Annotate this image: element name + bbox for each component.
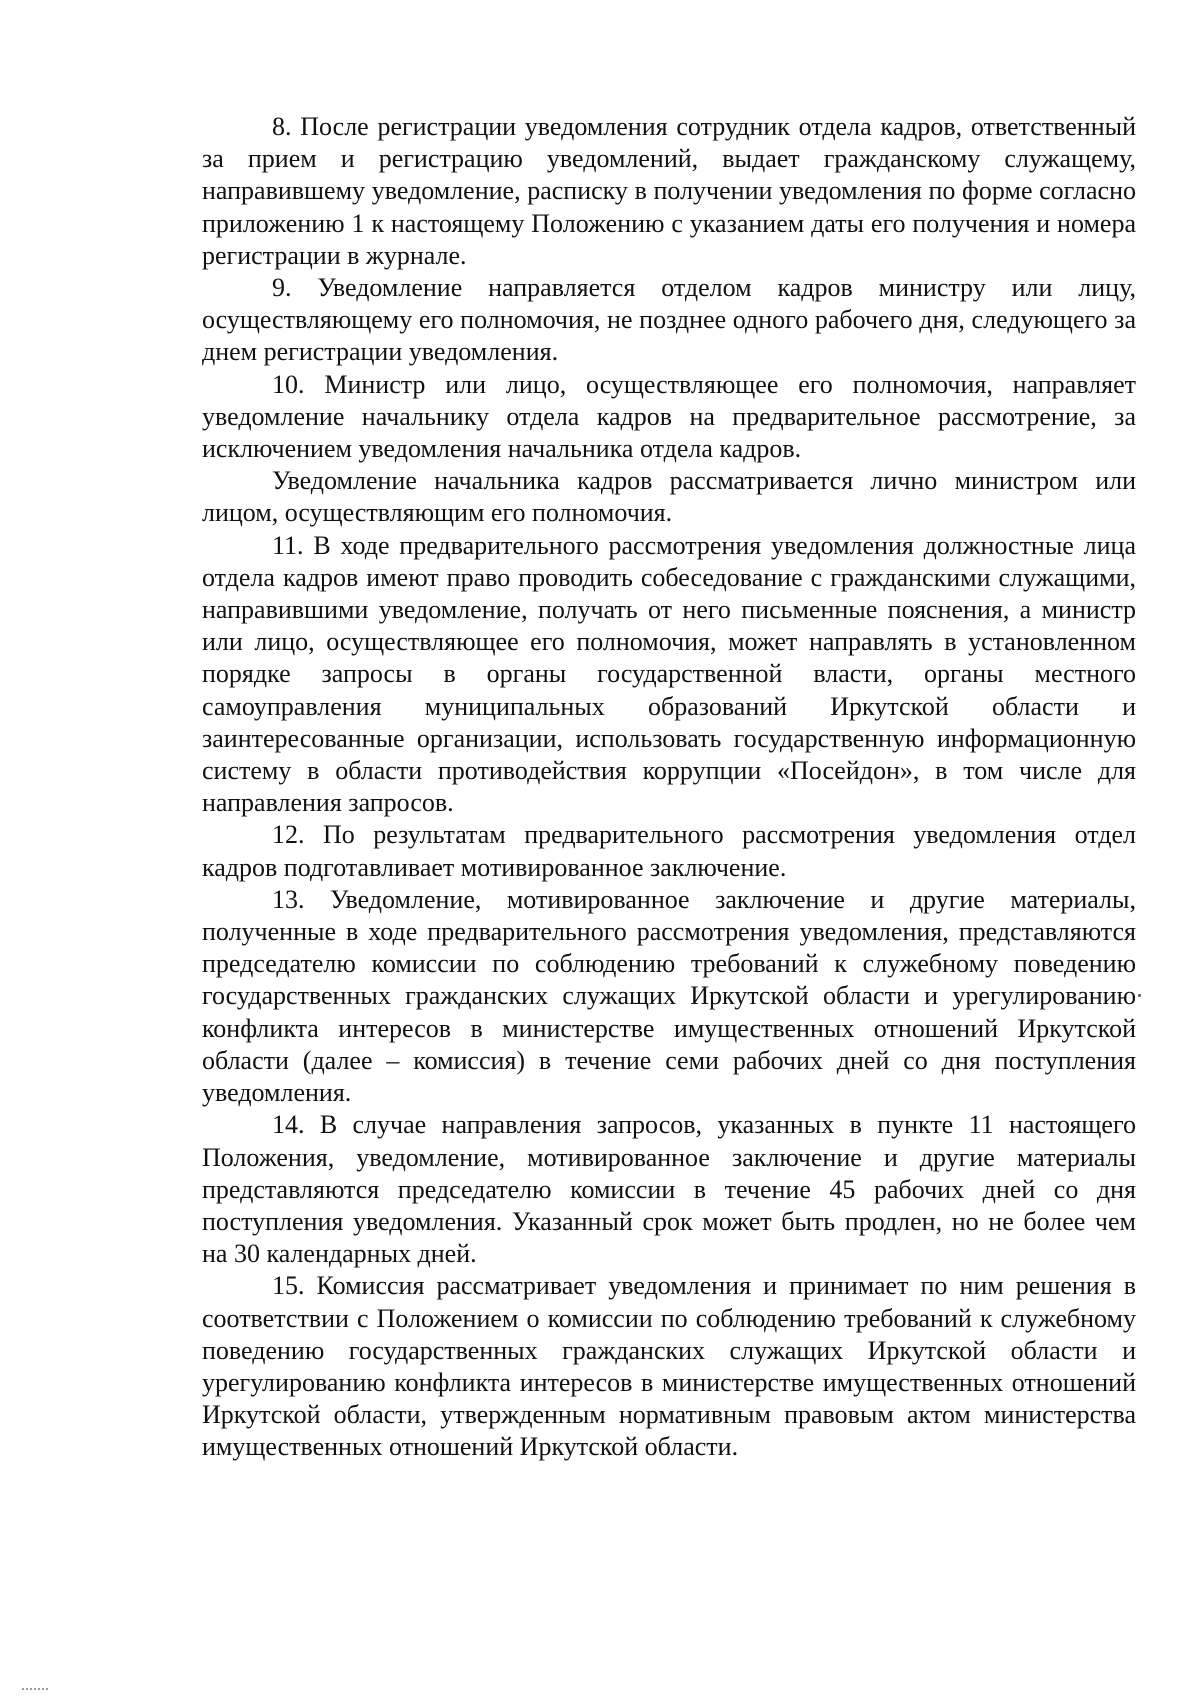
scan-speck xyxy=(1138,994,1141,997)
paragraph-item-15: 15. Комиссия рассматривает уведомления и принимает по ним решения в соответствии с Положением о комиссии по соблюдению требований к служебному поведению государственных гражданских служащих Иркутской области и урегулированию конфликта интересов в министерстве имущественных отношений Иркутской области, утвержденным нормативным правовым актом министерства имущественных отношений Иркутской области. xyxy=(202,1271,1136,1462)
paragraph-item-14: 14. В случае направления запросов, указанных в пункте 11 настоящего Положения, уведомление, мотивированное заключение и другие материалы представляются председателю комиссии в течение 45 рабочих дней со дня поступления уведомления. Указанный срок может быть продлен, но не более чем на 30 календарных дней. xyxy=(202,1110,1136,1269)
paragraph-item-13: 13. Уведомление, мотивированное заключение и другие материалы, полученные в ходе предварительного рассмотрения уведомления, представляются председателю комиссии по соблюдению требований к служебному поведению государственных гражданских служащих Иркутской области и урегулированию конфликта интересов в министерстве имущественных отношений Иркутской области (далее – комиссия) в течение семи рабочих дней со дня поступления уведомления. xyxy=(202,884,1136,1108)
paragraph-item-10: 10. Министр или лицо, осуществляющее его полномочия, направляет уведомление начальнику отдела кадров на предварительное рассмотрение, за исключением уведомления начальника отдела кадров. xyxy=(202,369,1136,464)
paragraph-item-9: 9. Уведомление направляется отделом кадров министру или лицу, осуществляющему его полномочия, не позднее одного рабочего дня, следующего за днем регистрации уведомления. xyxy=(202,273,1136,367)
paragraph-item-12: 12. По результатам предварительного рассмотрения уведомления отдел кадров подготавливает мотивированное заключение. xyxy=(202,820,1136,882)
paragraph-item-11: 11. В ходе предварительного рассмотрения уведомления должностные лица отдела кадров имеют право проводить собеседование с гражданскими служащими, направившими уведомление, получать от него письменные пояснения, а министр или лицо, осуществляющее его полномочия, может направлять в установленном порядке запросы в органы государственной власти, органы местного самоуправления муниципальных образований Иркутской области и заинтересованные организации, использовать государственную информационную систему в области противодействия коррупции «Посейдон», в том числе для направления запросов. xyxy=(202,530,1136,818)
document-body xyxy=(202,111,1136,1464)
paragraph-item-10-note: Уведомление начальника кадров рассматривается лично министром или лицом, осуществляющим его полномочия. xyxy=(202,466,1136,528)
paragraph-item-8: 8. После регистрации уведомления сотрудник отдела кадров, ответственный за прием и регистрацию уведомлений, выдает гражданскому служащему, направившему уведомление, расписку в получении уведомления по форме согласно приложению 1 к настоящему Положению с указанием даты его получения и номера регистрации в журнале. xyxy=(202,112,1136,270)
scan-artifact xyxy=(22,1688,48,1696)
